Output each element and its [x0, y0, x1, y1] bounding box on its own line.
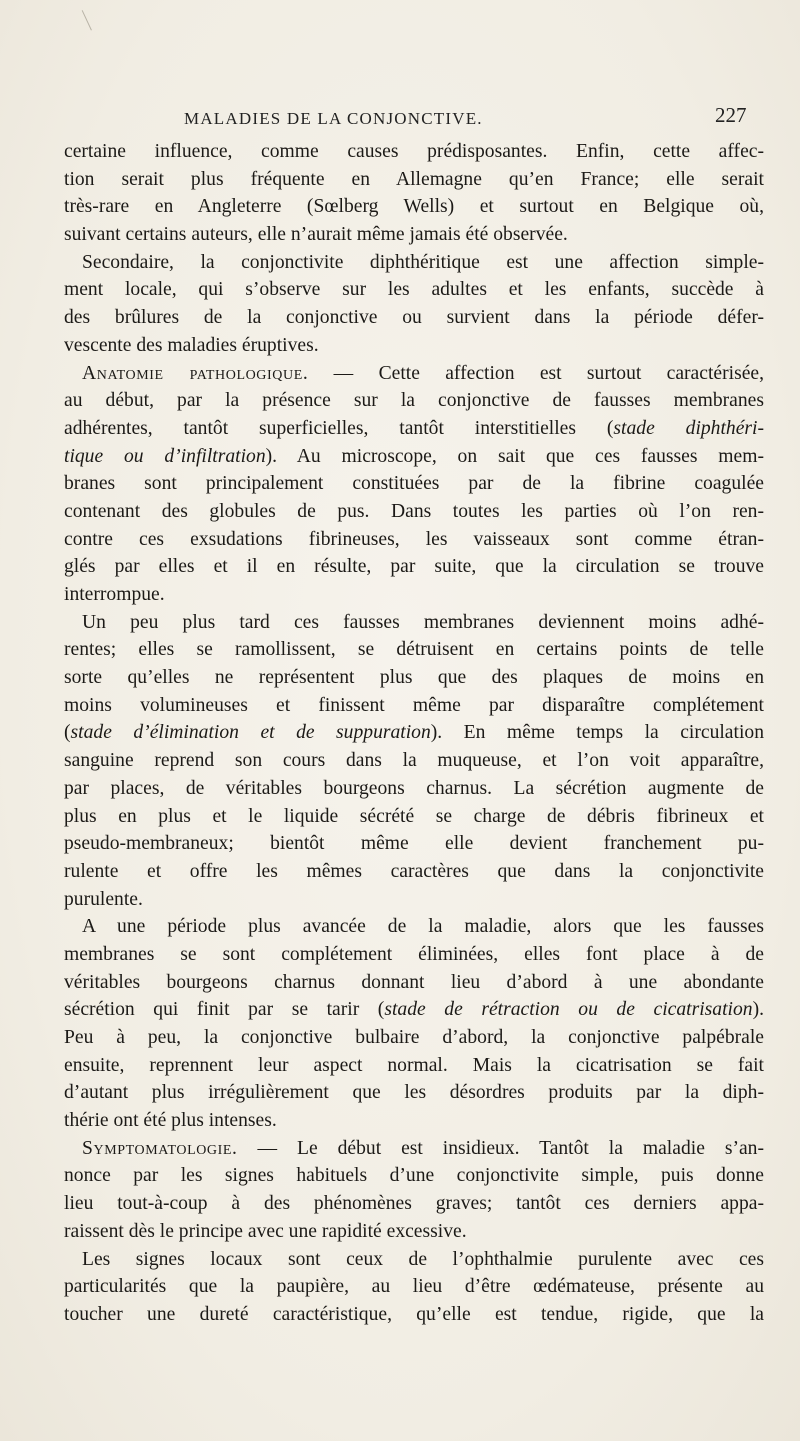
text-run: thérie ont été plus intenses.: [64, 1110, 277, 1132]
section-heading: Anatomie pathologique.: [82, 362, 309, 384]
text-run: par places, de véritables bourgeons charnus. La sécrétion augmente de: [64, 777, 764, 799]
text-line: [64, 1190, 764, 1218]
text-run: sécrétion qui finit par se tarir (: [64, 999, 385, 1021]
text-run: certaine influence, comme causes prédisposantes. Enfin, cette affec-: [64, 141, 764, 162]
text-line: [64, 387, 764, 415]
text-line: [64, 526, 764, 554]
text-line: [64, 996, 764, 1024]
body-text: [64, 138, 764, 1329]
text-run: très-rare en Angleterre (Sœlberg Wells) et surtout en Belgique où,: [64, 196, 764, 218]
italic-text: stade diphthéri-: [613, 417, 765, 439]
text-line: [64, 636, 764, 664]
text-line: [64, 969, 764, 997]
text-line: [64, 193, 764, 221]
section-heading: Symptomatologie.: [82, 1137, 238, 1159]
text-run: sanguine reprend son cours dans la muqueuse, et l’on voit apparaître,: [64, 750, 764, 772]
text-run: Peu à peu, la conjonctive bulbaire d’abord, la conjonctive palpébrale: [64, 1027, 764, 1048]
text-line: [64, 553, 764, 581]
text-line: [64, 1273, 764, 1301]
text-run: des brûlures de la conjonctive ou survient dans la période défer-: [64, 307, 764, 329]
text-line: [64, 1079, 764, 1107]
text-line: [64, 1135, 764, 1163]
text-run: Les signes locaux sont ceux de l’ophthalmie purulente avec ces: [82, 1248, 764, 1270]
text-run: au début, par la présence sur la conjonctive de fausses membranes: [64, 390, 764, 412]
text-run: ). En même temps la circulation: [430, 722, 764, 744]
italic-text: stade d’élimination et de suppuration: [70, 722, 431, 744]
text-run: tion serait plus fréquente en Allemagne qu’en France; elle serait: [64, 168, 764, 190]
text-line: [64, 332, 764, 360]
text-run: ).: [752, 999, 764, 1021]
italic-text: stade de rétraction ou de cicatrisation: [384, 999, 753, 1021]
text-run: ). Au microscope, on sait que ces fausses mem-: [265, 445, 764, 467]
text-line: [64, 609, 764, 637]
text-line: [64, 830, 764, 858]
text-run: (: [64, 722, 71, 744]
page-corner-mark: [82, 8, 98, 31]
text-line: [64, 221, 764, 249]
text-line: [64, 1246, 764, 1274]
text-line: [64, 1052, 764, 1080]
text-run: toucher une dureté caractéristique, qu’elle est tendue, rigide, que la: [64, 1303, 764, 1325]
text-run: — Le début est insidieux. Tantôt la maladie s’an-: [237, 1137, 764, 1159]
page-number: 227: [715, 103, 747, 127]
text-run: ensuite, reprennent leur aspect normal. Mais la cicatrisation se fait: [64, 1054, 764, 1076]
text-run: Un peu plus tard ces fausses membranes deviennent moins adhé-: [82, 611, 764, 633]
text-run: particularités que la paupière, au lieu d’être œdémateuse, présente au: [64, 1276, 764, 1298]
text-line: [64, 913, 764, 941]
text-line: [64, 1218, 764, 1246]
text-line: [64, 941, 764, 969]
text-line: [64, 803, 764, 831]
text-line: [64, 304, 764, 332]
text-run: nonce par les signes habituels d’une conjonctivite simple, puis donne: [64, 1165, 764, 1187]
text-line: [64, 1024, 764, 1052]
text-run: lieu tout-à-coup à des phénomènes graves; tantôt ces derniers appa-: [64, 1193, 764, 1215]
text-run: adhérentes, tantôt superficielles, tantôt interstitielles (: [64, 417, 614, 439]
text-line: [64, 138, 764, 166]
text-line: [64, 443, 764, 471]
text-line: [64, 276, 764, 304]
text-line: [64, 747, 764, 775]
text-run: purulente.: [64, 888, 143, 910]
text-line: [64, 886, 764, 914]
text-run: glés par elles et il en résulte, par suite, que la circulation se trouve: [64, 556, 764, 578]
text-run: suivant certains auteurs, elle n’aurait même jamais été observée.: [64, 224, 568, 246]
text-run: ment locale, qui s’observe sur les adultes et les enfants, succède à: [64, 279, 764, 301]
text-run: rentes; elles se ramollissent, se détruisent en certains points de telle: [64, 639, 764, 661]
text-line: [64, 1107, 764, 1135]
text-run: véritables bourgeons charnus donnant lieu d’abord à une abondante: [64, 971, 764, 993]
text-run: branes sont principalement constituées par de la fibrine coagulée: [64, 473, 764, 495]
text-line: [64, 166, 764, 194]
text-run: contenant des globules de pus. Dans toutes les parties où l’on ren-: [64, 500, 764, 522]
text-run: pseudo-membraneux; bientôt même elle devient franchement pu-: [64, 833, 764, 855]
text-line: [64, 1162, 764, 1190]
text-run: raissent dès le principe avec une rapidité excessive.: [64, 1220, 467, 1242]
text-line: [64, 415, 764, 443]
text-line: [64, 692, 764, 720]
text-line: [64, 470, 764, 498]
text-run: interrompue.: [64, 584, 165, 605]
text-line: [64, 360, 764, 388]
text-run: — Cette affection est surtout caractérisée,: [308, 362, 764, 384]
italic-text: tique ou d’infiltration: [64, 445, 266, 467]
text-run: membranes se sont complétement éliminées, elles font place à de: [64, 943, 764, 965]
running-head: MALADIES DE LA CONJONCTIVE.: [184, 109, 483, 128]
text-run: A une période plus avancée de la maladie, alors que les fausses: [82, 916, 764, 938]
text-run: Secondaire, la conjonctivite diphthéritique est une affection simple-: [82, 251, 764, 273]
text-run: rulente et offre les mêmes caractères que dans la conjonctivite: [64, 860, 764, 882]
text-line: [64, 1301, 764, 1329]
text-line: [64, 858, 764, 886]
text-run: vescente des maladies éruptives.: [64, 334, 319, 356]
text-line: [64, 581, 764, 609]
text-line: [64, 664, 764, 692]
text-line: [64, 775, 764, 803]
text-run: contre ces exsudations fibrineuses, les vaisseaux sont comme étran-: [64, 528, 764, 550]
text-line: [64, 249, 764, 277]
text-run: moins volumineuses et finissent même par disparaître complétement: [64, 694, 764, 716]
text-run: d’autant plus irrégulièrement que les désordres produits par la diph-: [64, 1082, 764, 1104]
text-run: sorte qu’elles ne représentent plus que des plaques de moins en: [64, 667, 764, 689]
text-line: [64, 498, 764, 526]
text-run: plus en plus et le liquide sécrété se charge de débris fibrineux et: [64, 805, 764, 827]
text-line: [64, 719, 764, 747]
